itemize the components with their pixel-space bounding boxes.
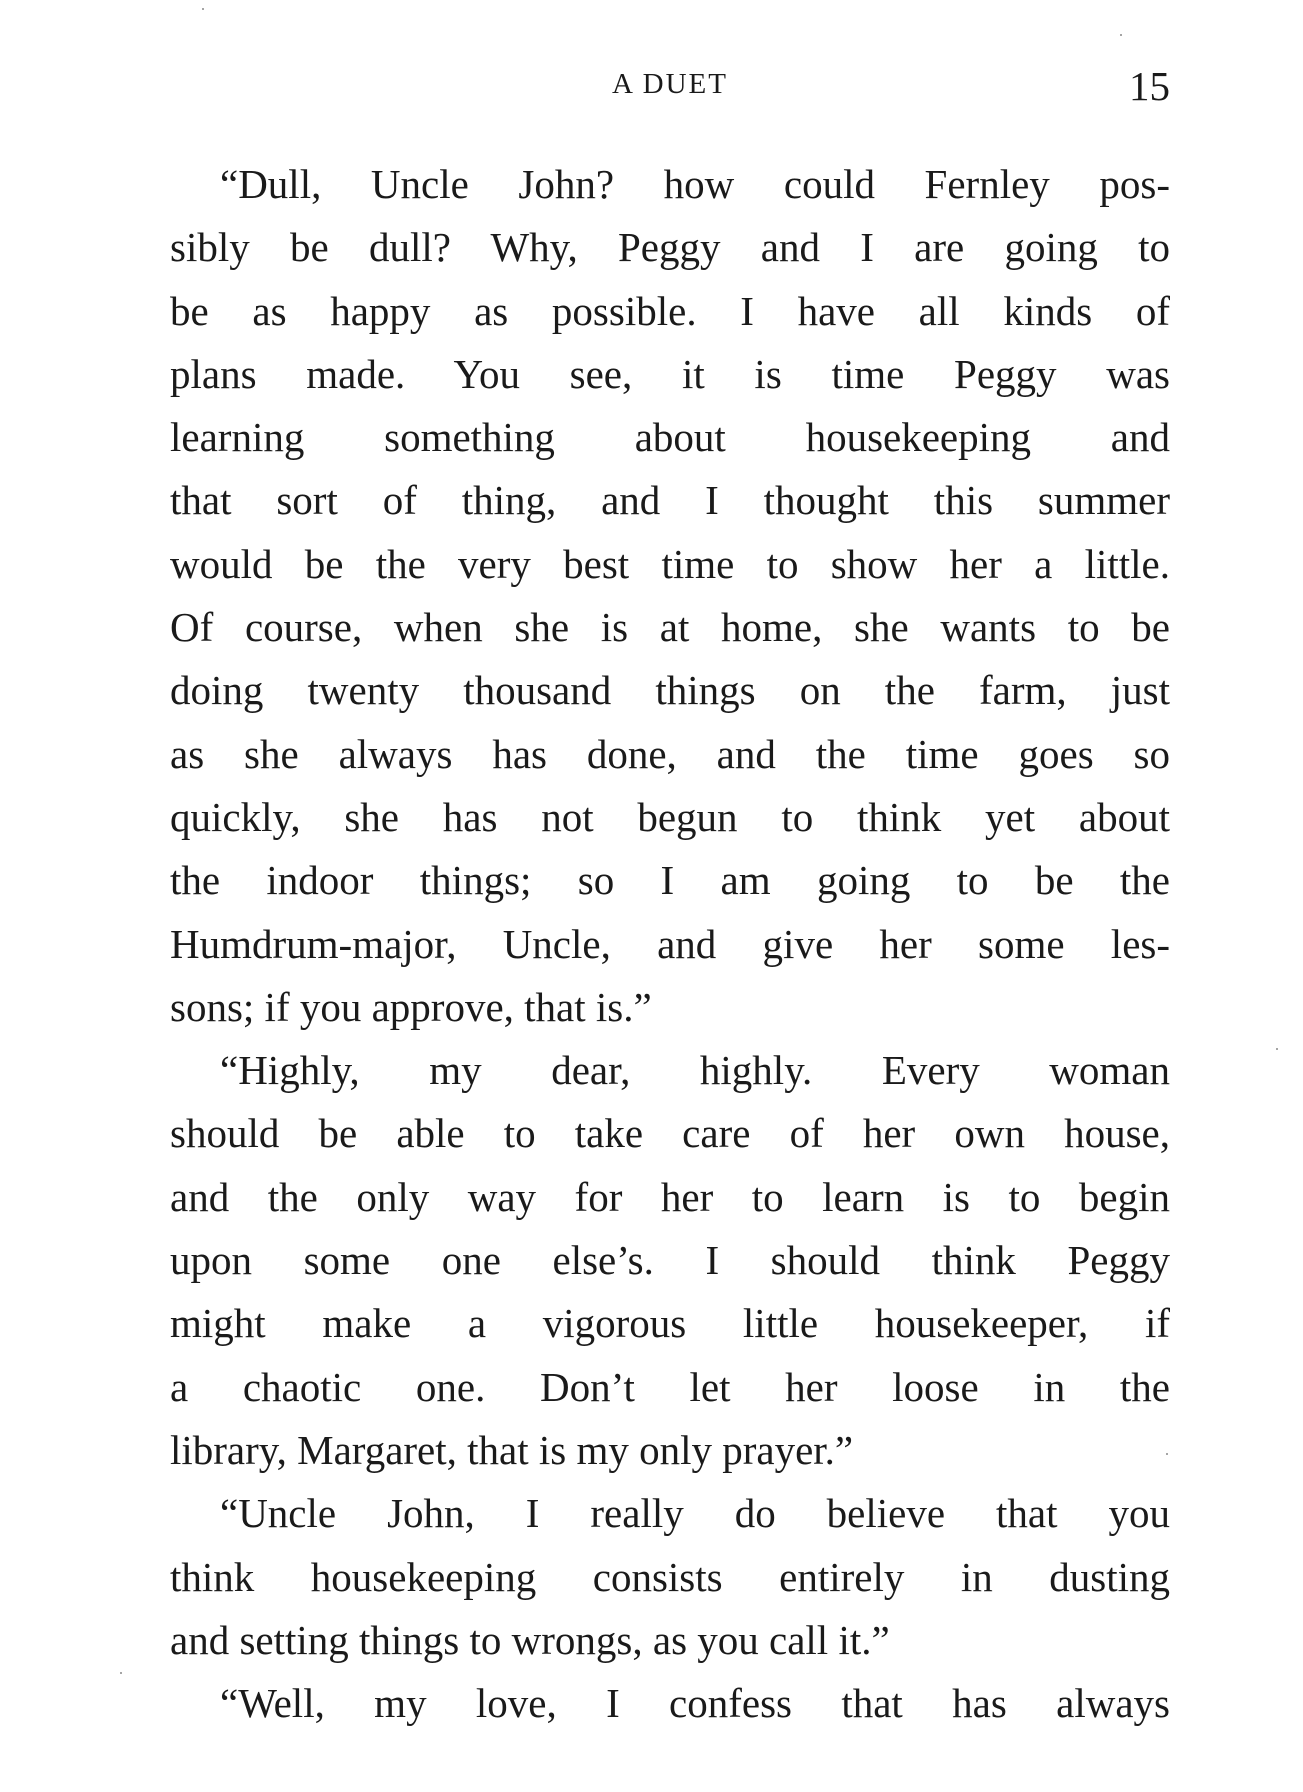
text-line: would be the very best time to show her a little. (170, 540, 1170, 587)
running-head (170, 62, 1170, 112)
text-line: sibly be dull? Why, Peggy and I are going to (170, 224, 1170, 271)
text-line: library, Margaret, that is my only prayer.” (170, 1426, 854, 1473)
running-title: A DUET (612, 68, 728, 100)
paper-speck (120, 1672, 122, 1674)
text-line: should be able to take care of her own house, (170, 1110, 1170, 1157)
text-line: “Dull, Uncle John? how could Fernley pos- (220, 161, 1170, 207)
text-line: “Well, my love, I confess that has always (220, 1680, 1170, 1727)
text-line: as she always has done, and the time goes so (170, 730, 1170, 777)
text-line: upon some one else’s. I should think Peggy (170, 1237, 1170, 1284)
paper-speck (202, 8, 204, 10)
text-line: that sort of thing, and I thought this summer (170, 477, 1170, 524)
text-line: be as happy as possible. I have all kinds of (170, 287, 1170, 334)
page-number: 15 (1129, 63, 1170, 109)
text-line: might make a vigorous little housekeeper, if (170, 1300, 1170, 1347)
text-line: and setting things to wrongs, as you call it.” (170, 1616, 890, 1663)
text-line: “Highly, my dear, highly. Every woman (220, 1047, 1170, 1094)
text-line: sons; if you approve, that is.” (170, 983, 652, 1030)
text-line: a chaotic one. Don’t let her loose in the (170, 1363, 1170, 1410)
text-line: and the only way for her to learn is to begin (170, 1173, 1170, 1220)
body-text (170, 153, 1170, 1735)
text-line: doing twenty thousand things on the farm, just (170, 667, 1170, 714)
text-line: quickly, she has not begun to think yet about (170, 793, 1170, 840)
paper-speck (1276, 1048, 1278, 1050)
text-line: plans made. You see, it is time Peggy was (170, 350, 1170, 397)
text-line: Of course, when she is at home, she wants to be (170, 604, 1170, 651)
text-line: the indoor things; so I am going to be the (170, 857, 1170, 904)
text-line: “Uncle John, I really do believe that you (220, 1490, 1170, 1537)
paper-speck (1120, 34, 1122, 36)
paper-speck (1166, 1453, 1168, 1455)
text-line: Humdrum-major, Uncle, and give her some les- (170, 920, 1170, 967)
text-line: learning something about housekeeping and (170, 414, 1170, 461)
text-line: think housekeeping consists entirely in dusting (170, 1553, 1170, 1600)
